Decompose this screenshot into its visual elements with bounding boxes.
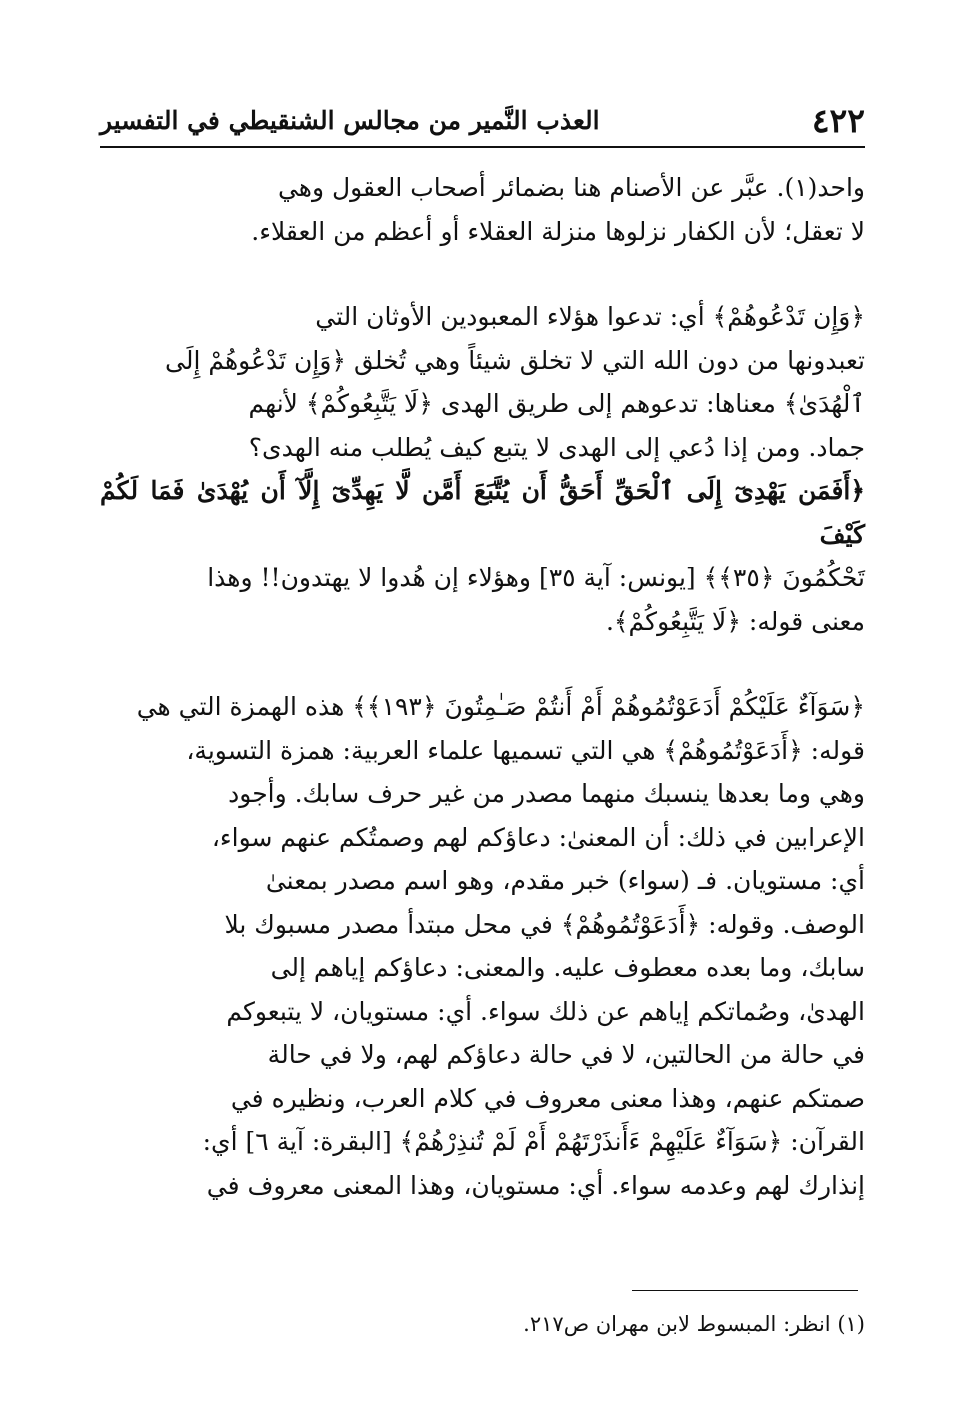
text-line: أي: مستويان. فـ (سواء) خبر مقدم، وهو اسم مصدر بمعنىٰ [265,866,865,895]
text-line: ﴿وَإِن تَدْعُوهُمْ﴾ أي: تدعوا هؤلاء المعبودين الأوثان التي [315,302,865,331]
text-line: سابك، وما بعده معطوف عليه. والمعنى: دعاؤكم إياهم إلى [270,953,865,982]
text-line: وهي وما بعدها ينسبك منهما مصدر من غير حرف سابك. وأجود [228,779,865,808]
text-line: واحد(١). عبَّر عن الأصنام هنا بضمائر أصحاب العقول وهي [277,173,865,202]
text-line: ﴿سَوَآءٌ عَلَيْكُمْ أَدَعَوْتُمُوهُمْ أَمْ أَنتُمْ صَـٰمِتُونَ ﴿١٩٣﴾﴾ هذه الهمزة التي هي [136,692,865,721]
text-line: معنى قوله: ﴿لَا يَتَّبِعُوكُمْ﴾. [605,606,865,636]
text-line: في حالة من الحالتين، لا في حالة دعاؤكم لهم، ولا في حالة [267,1040,865,1069]
footnote-rule [632,1290,858,1291]
text-line: الهدىٰ، وصُماتكم إياهم عن ذلك سواء. أي: مستويان، لا يتبعوكم [226,996,865,1026]
page-number: ٤٢٢ [811,101,865,140]
paragraph-2 [100,295,865,643]
quran-verse-line: ﴿أَفَمَن يَهْدِىٓ إِلَى ٱلْحَقِّ أَحَقُّ أَن يُتَّبَعَ أَمَّن لَّا يَهِدِّىٓ إِلَّآ أَن يُهْدَىٰ فَمَا لَكُمْ كَيْفَ [100,476,865,549]
text-line: تعبدونها من دون الله التي لا تخلق شيئاً وهي تُخلق ﴿وَإِن تَدْعُوهُمْ إِلَى [165,345,865,375]
text-line: جماد. ومن إذا دُعي إلى الهدى لا يتبع كيف يُطلب منه الهدى؟ [248,432,865,462]
text-line: لا تعقل؛ لأن الكفار نزلوها منزلة العقلاء أو أعظم من العقلاء. [251,216,865,246]
page-body [100,166,865,1207]
text-line: ٱلْهُدَىٰ﴾ معناها: تدعوهم إلى طريق الهدى ﴿لَا يَتَّبِعُوكُمْ﴾ لأنهم [248,389,865,418]
text-line: صمتكم عنهم، وهذا معنى معروف في كلام العرب، ونظيره في [230,1083,865,1113]
text-line: تَحْكُمُونَ ﴿٣٥﴾﴾ [يونس: آية ٣٥] وهؤلاء إن هُدوا لا يهتدون!! وهذا [207,563,865,592]
text-line: الإعرابين في ذلك: أن المعنىٰ: دعاؤكم لهم وصمتُكم عنهم سواء، [211,822,865,852]
footnote: (١) انظر: المبسوط لابن مهران ص٢١٧. [523,1312,865,1336]
paragraph-3 [100,685,865,1207]
text-line: القرآن: ﴿سَوَآءٌ عَلَيْهِمْ ءَأَنذَرْتَهُمْ أَمْ لَمْ تُنذِرْهُمْ﴾ [البقرة: آية ٦] أي: [202,1127,865,1156]
text-line: الوصف. وقوله: ﴿أَدَعَوْتُمُوهُمْ﴾ في محل مبتدأ مصدر مسبوك بلا [224,909,865,939]
page-header [100,100,865,140]
text-line: قوله: ﴿أَدَعَوْتُمُوهُمْ﴾ هي التي تسميها علماء العربية: همزة التسوية، [186,735,865,765]
paragraph-1 [100,166,865,253]
running-title: العذب النَّمير من مجالس الشنقيطي في التفسير [100,106,600,135]
header-rule [100,146,865,148]
text-line: إنذارك لهم وعدمه سواء. أي: مستويان، وهذا المعنى معروف في [206,1170,865,1200]
